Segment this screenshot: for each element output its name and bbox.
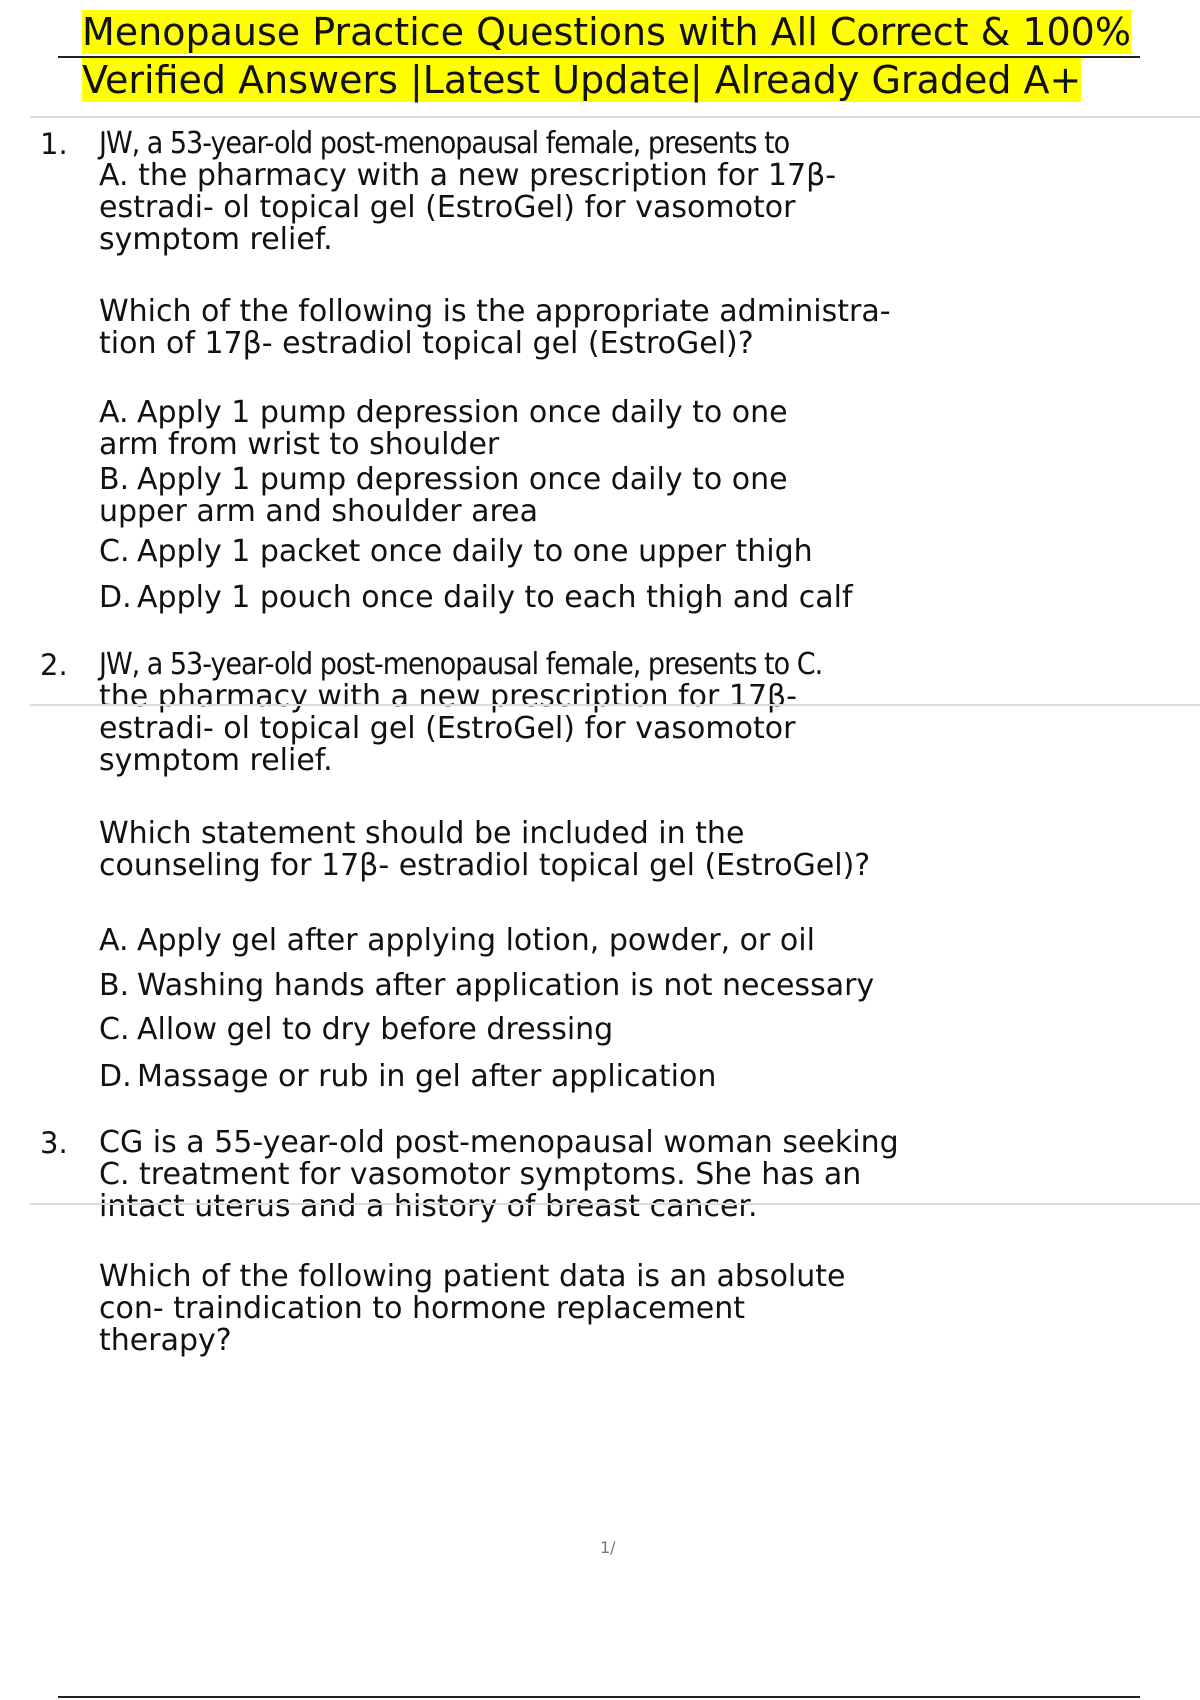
option-a[interactable]	[99, 397, 919, 461]
title-line-1: Menopause Practice Questions with All Correct & 100%	[82, 10, 1131, 54]
question-number: 3.	[40, 1126, 68, 1160]
question-stem	[99, 1127, 959, 1223]
option-a[interactable]	[99, 925, 919, 957]
option-letter: B.	[99, 462, 130, 497]
question-prompt: Which of the following is the appropriate administra- tion of 17β- estradiol topical gel (EstroGel)?	[99, 294, 891, 361]
footer-rule	[58, 1696, 1140, 1698]
option-letter: D.	[99, 1059, 132, 1094]
title-line-2: Verified Answers |Latest Update| Already Graded A+	[82, 58, 1082, 102]
section-divider	[30, 116, 1200, 118]
question-prompt: Which of the following patient data is an absolute con- traindication to hormone replacement therapy?	[99, 1259, 846, 1358]
stem-first-line: JW, a 53-year-old post-menopausal female, presents to C.	[99, 647, 823, 682]
option-c[interactable]	[99, 1014, 919, 1046]
option-d[interactable]	[99, 582, 919, 614]
stem-first-line: CG is a 55-year-old post-menopausal woman seeking	[99, 1125, 899, 1160]
option-letter: A.	[99, 923, 129, 958]
option-d[interactable]	[99, 1061, 919, 1093]
section-divider	[30, 1203, 1200, 1205]
option-text: Washing hands after application is not necessary	[137, 968, 875, 1003]
section-divider	[30, 704, 1200, 706]
stem-first-line: JW, a 53-year-old post-menopausal female, presents to	[99, 126, 790, 161]
question-number: 2.	[40, 648, 68, 682]
question-stem	[99, 128, 959, 256]
stem-rest: A. the pharmacy with a new prescription for 17β- estradi- ol topical gel (EstroGel) for vasomotor symptom relief.	[99, 158, 837, 257]
option-text: Apply 1 pouch once daily to each thigh and calf	[137, 580, 853, 615]
page-number: 1/	[600, 1538, 616, 1557]
option-text: Allow gel to dry before dressing	[137, 1012, 614, 1047]
page-title	[82, 8, 1131, 104]
option-c[interactable]	[99, 536, 919, 568]
question-stem	[99, 649, 959, 777]
option-letter: A.	[99, 395, 129, 430]
option-b[interactable]	[99, 464, 919, 528]
option-text: Apply 1 pump depression once daily to one arm from wrist to shoulder	[99, 395, 788, 462]
option-b[interactable]	[99, 970, 919, 1002]
question-prompt: Which statement should be included in the counseling for 17β- estradiol topical gel (EstroGel)?	[99, 816, 871, 883]
option-text: Massage or rub in gel after application	[137, 1059, 717, 1094]
option-text: Apply gel after applying lotion, powder, or oil	[137, 923, 815, 958]
stem-rest: C. treatment for vasomotor symptoms. She has an intact uterus and a history of breast cancer.	[99, 1157, 862, 1224]
option-text: Apply 1 packet once daily to one upper thigh	[137, 534, 813, 569]
option-letter: C.	[99, 534, 130, 569]
option-letter: D.	[99, 580, 132, 615]
stem-rest: the pharmacy with a new prescription for 17β- estradi- ol topical gel (EstroGel) for vasomotor symptom relief.	[99, 679, 797, 778]
option-letter: C.	[99, 1012, 130, 1047]
option-text: Apply 1 pump depression once daily to one upper arm and shoulder area	[99, 462, 788, 529]
option-letter: B.	[99, 968, 130, 1003]
question-number: 1.	[40, 127, 68, 161]
